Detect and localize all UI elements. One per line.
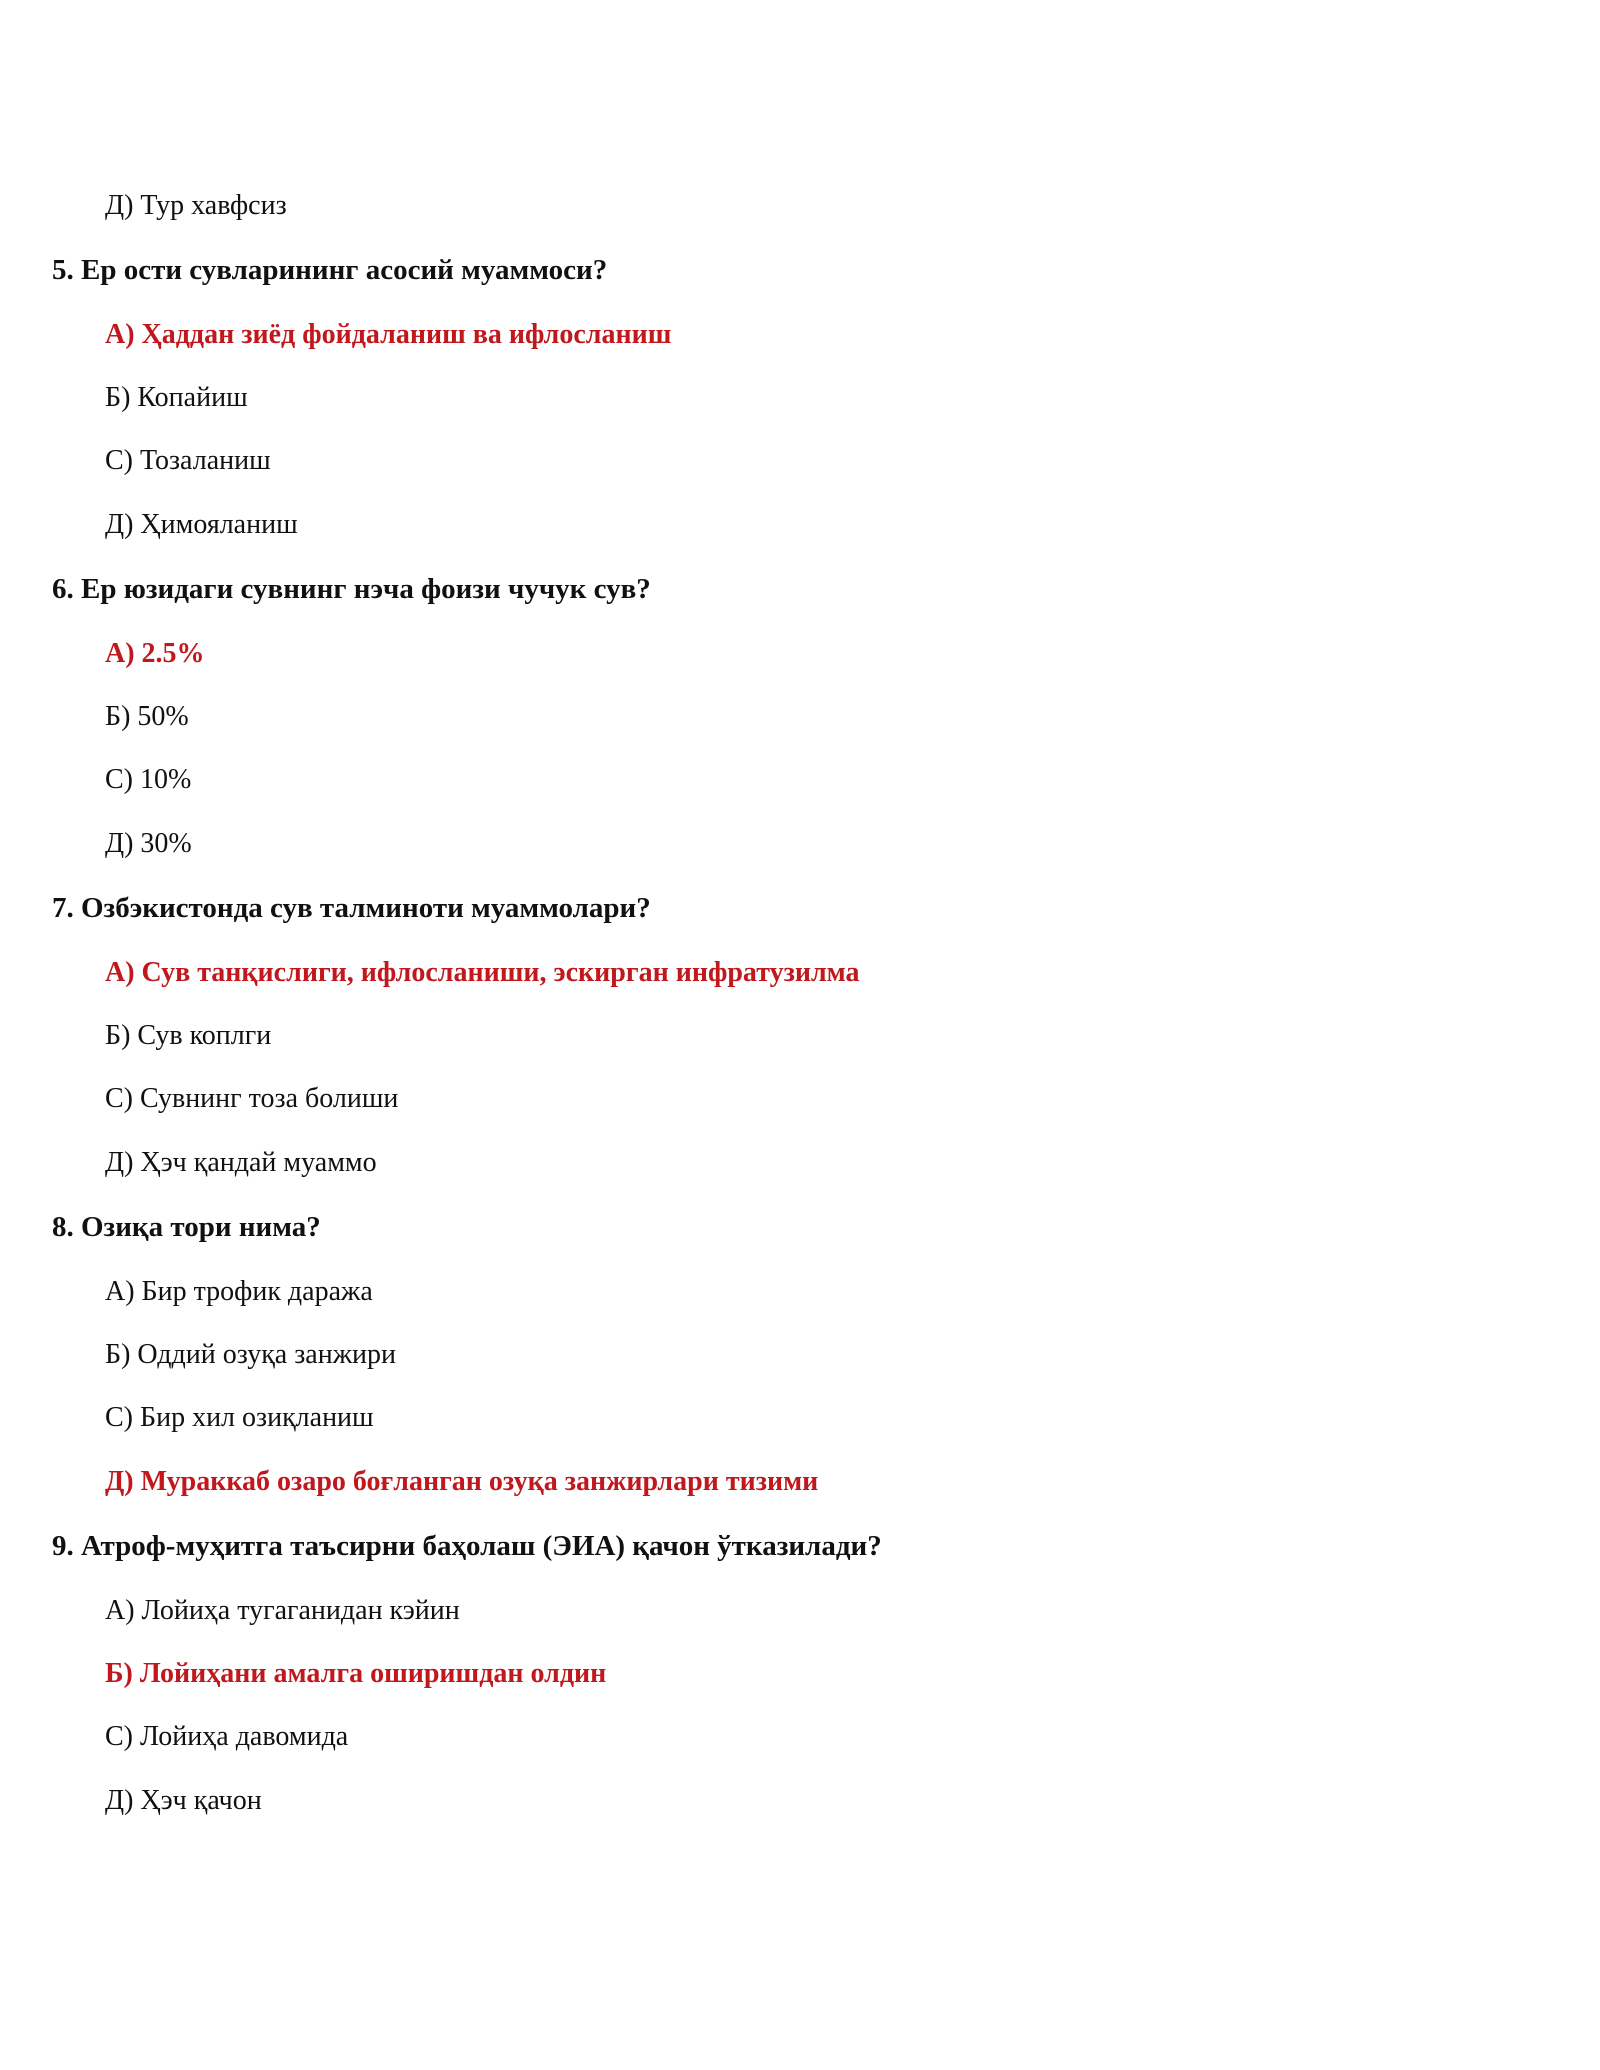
question-9: 9. Атроф-муҳитга таъсирни баҳолаш (ЭИА) қачон ўтказилади? — [52, 1530, 882, 1562]
question-8: 8. Озиқа тори нима? — [52, 1211, 321, 1243]
option-text: Б) Оддий озуқа занжири — [105, 1339, 397, 1370]
question-5: 5. Ер ости сувларининг асосий муаммоси? — [52, 254, 608, 286]
option-correct-answer: А) 2.5% — [105, 638, 205, 669]
option-text: С) Бир хил озиқланиш — [105, 1402, 374, 1433]
option-text: Б) Сув коплги — [105, 1020, 272, 1051]
question-7: 7. Озбэкистонда сув талминоти муаммолари? — [52, 892, 651, 924]
option-text: С) Лойиҳа давомида — [105, 1721, 349, 1752]
option-text: А) Лойиҳа тугаганидан кэйин — [105, 1595, 460, 1626]
option-text: Д) 30% — [105, 828, 192, 859]
option-text: Д) Ҳэч қандай муаммо — [105, 1147, 377, 1178]
option-text: А) Бир трофик даража — [105, 1276, 373, 1307]
option-text: Д) Ҳимояланиш — [105, 509, 298, 540]
option-text: Б) 50% — [105, 701, 189, 732]
option-text: С) Тозаланиш — [105, 445, 271, 476]
option-correct-answer: Б) Лойиҳани амалга оширишдан олдин — [105, 1658, 607, 1689]
option-correct-answer: А) Сув танқислиги, ифлосланиши, эскирган инфратузилма — [105, 957, 860, 988]
option-correct-answer: Д) Мураккаб озаро боғланган озуқа занжирлари тизими — [105, 1466, 819, 1497]
option-text: С) Сувнинг тоза болиши — [105, 1083, 399, 1114]
option-correct-answer: А) Ҳаддан зиёд фойдаланиш ва ифлосланиш — [105, 319, 672, 350]
option-text: Б) Копайиш — [105, 382, 248, 413]
option-text: Д) Ҳэч қачон — [105, 1785, 262, 1816]
option-text: С) 10% — [105, 764, 192, 795]
question-6: 6. Ер юзидаги сувнинг нэча фоизи чучук сув? — [52, 573, 651, 605]
option-text: Д) Тур хавфсиз — [105, 190, 287, 221]
